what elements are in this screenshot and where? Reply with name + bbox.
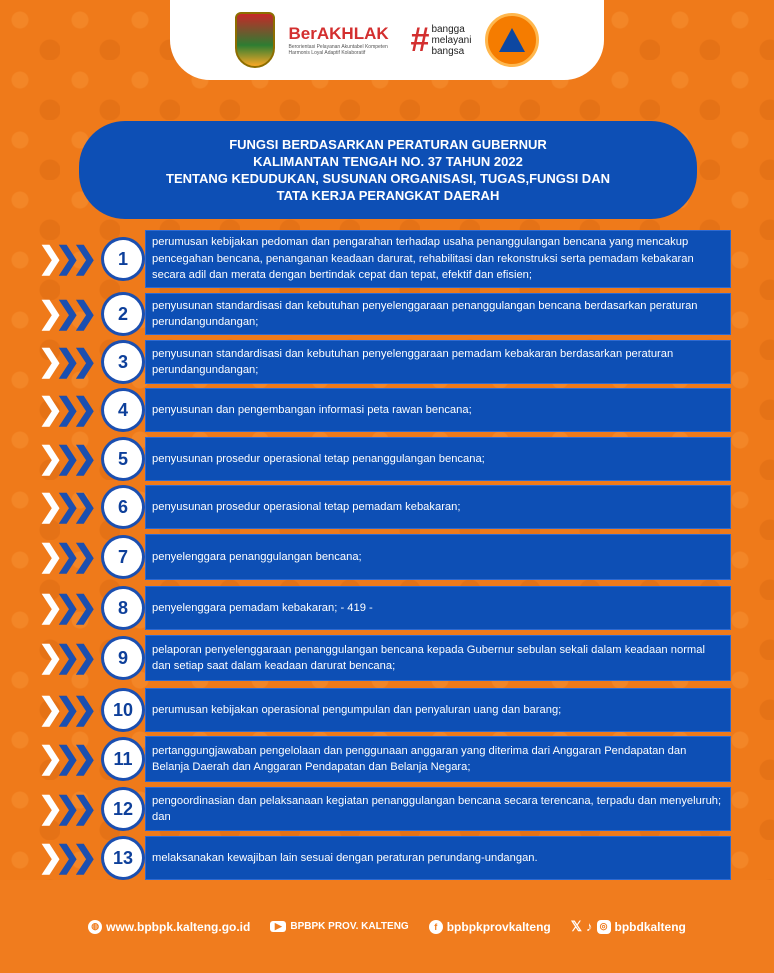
berakhlak-tagline: Berorientasi Pelayanan Akuntabel Kompeten Harmonis Loyal Adaptif Kolaboratif — [288, 44, 388, 56]
item-number: 12 — [104, 790, 142, 828]
list-item — [0, 230, 774, 288]
item-text: pelaporan penyelenggaraan penanggulangan bencana kepada Gubernur sebulan sekali dalam keadaan normal dan setiap saat dalam keadaan darurat bencana; — [152, 643, 705, 672]
list-item — [0, 688, 774, 732]
item-text-box — [145, 437, 731, 481]
list-item — [0, 635, 774, 681]
item-number: 1 — [104, 240, 142, 278]
bangga-line1: bangga — [431, 23, 465, 35]
item-number: 11 — [104, 740, 142, 778]
footer-facebook[interactable] — [429, 920, 551, 934]
list-item — [0, 586, 774, 630]
tiktok-icon: ♪ — [586, 919, 593, 934]
item-number: 5 — [104, 440, 142, 478]
chevron-right-icon: ❯❯❯ — [38, 792, 90, 825]
item-text-box — [145, 736, 731, 782]
bangga-line2: melayani — [431, 34, 472, 46]
list-item — [0, 836, 774, 880]
item-text-box — [145, 340, 731, 384]
facebook-text: bpbpkprovkalteng — [446, 919, 551, 934]
title-line-1: FUNGSI BERDASARKAN PERATURAN GUBERNUR — [229, 137, 547, 152]
footer-social[interactable] — [571, 918, 686, 935]
item-text: penyusunan dan pengembangan informasi peta rawan bencana; — [152, 403, 472, 416]
chevron-right-icon: ❯❯❯ — [38, 242, 90, 275]
item-text: pertanggungjawaban pengelolaan dan penggunaan anggaran yang diterima dari Anggaran Pendapatan dan Belanja Daerah dan Anggaran Pendapatan dan Belanja Negara; — [152, 744, 687, 773]
item-text: penyelenggara pemadam kebakaran; - 419 - — [152, 601, 373, 614]
berakhlak-logo — [289, 24, 397, 56]
item-number: 13 — [104, 839, 142, 877]
footer — [0, 880, 774, 973]
social-text: bpbdkalteng — [614, 919, 686, 934]
chevron-right-icon: ❯❯❯ — [38, 742, 90, 775]
footer-website[interactable] — [88, 920, 250, 934]
globe-icon: ◍ — [88, 920, 102, 934]
chevron-right-icon: ❯❯❯ — [38, 442, 90, 475]
item-text-box — [145, 485, 731, 529]
item-text: perumusan kebijakan pedoman dan pengarahan terhadap usaha penanggulangan bencana yang mencakup pencegahan bencana, penanganan keadaan darurat, rehabilitasi dan rekonstruksi serta pemadam kebakaran secara adil dan merata dengan bertindak cepat dan tepat, efektif dan efisien; — [152, 236, 694, 282]
bnpb-logo — [485, 13, 539, 67]
item-text-box — [145, 836, 731, 880]
item-text: penyusunan standardisasi dan kebutuhan penyelenggaraan penanggulangan bencana berdasarkan peraturan perundangundangan; — [152, 299, 698, 328]
title-line-2: KALIMANTAN TENGAH NO. 37 TAHUN 2022 — [253, 154, 523, 169]
chevron-right-icon: ❯❯❯ — [38, 841, 90, 874]
item-number: 7 — [104, 538, 142, 576]
item-text-box — [145, 586, 731, 630]
chevron-right-icon: ❯❯❯ — [38, 297, 90, 330]
item-text-box — [145, 230, 731, 288]
berakhlak-word: BerAKHLAK — [288, 24, 389, 43]
title-line-3: TENTANG KEDUDUKAN, SUSUNAN ORGANISASI, TUGAS,FUNGSI DAN — [166, 171, 610, 186]
item-text-box — [145, 293, 731, 335]
item-text-box — [145, 635, 731, 681]
chevron-right-icon: ❯❯❯ — [38, 641, 90, 674]
facebook-icon: f — [429, 920, 443, 934]
item-text-box — [145, 534, 731, 580]
x-icon: 𝕏 — [570, 918, 583, 934]
chevron-right-icon: ❯❯❯ — [38, 693, 90, 726]
chevron-right-icon: ❯❯❯ — [38, 393, 90, 426]
chevron-right-icon: ❯❯❯ — [38, 490, 90, 523]
item-number: 4 — [104, 391, 142, 429]
list-item — [0, 293, 774, 335]
footer-youtube[interactable] — [270, 921, 408, 932]
item-number: 8 — [104, 589, 142, 627]
list-item — [0, 388, 774, 432]
list-item — [0, 736, 774, 782]
website-text: www.bpbpk.kalteng.go.id — [106, 919, 251, 934]
item-text: penyusunan prosedur operasional tetap pemadam kebakaran; — [152, 500, 461, 513]
item-text-box — [145, 787, 731, 831]
item-number: 2 — [104, 295, 142, 333]
item-text: penyusunan prosedur operasional tetap penanggulangan bencana; — [152, 452, 485, 465]
item-text: penyusunan standardisasi dan kebutuhan penyelenggaraan pemadam kebakaran berdasarkan peraturan perundangundangan; — [152, 347, 674, 376]
item-text-box — [145, 388, 731, 432]
item-number: 3 — [104, 343, 142, 381]
bangga-melayani-logo — [410, 21, 472, 59]
kalteng-province-logo — [235, 12, 275, 68]
bangga-hash: # — [410, 21, 430, 59]
item-text: pengoordinasian dan pelaksanaan kegiatan penanggulangan bencana secara terencana, terpadu dan menyeluruh; dan — [152, 794, 722, 823]
bangga-line3: bangsa — [431, 45, 465, 57]
list-item — [0, 437, 774, 481]
list-item — [0, 787, 774, 831]
youtube-icon: ▶ — [270, 921, 286, 932]
item-text: melaksanakan kewajiban lain sesuai dengan peraturan perundang-undangan. — [152, 851, 538, 864]
chevron-right-icon: ❯❯❯ — [38, 345, 90, 378]
item-text: penyelenggara penanggulangan bencana; — [152, 550, 362, 563]
list-item — [0, 534, 774, 580]
item-text-box — [145, 688, 731, 732]
title-line-4: TATA KERJA PERANGKAT DAERAH — [276, 188, 500, 203]
item-number: 9 — [104, 639, 142, 677]
item-text: perumusan kebijakan operasional pengumpulan dan penyaluran uang dan barang; — [152, 703, 562, 716]
list-item — [0, 340, 774, 384]
chevron-right-icon: ❯❯❯ — [38, 591, 90, 624]
youtube-text: BPBPK PROV. KALTENG — [290, 921, 409, 932]
instagram-icon: ◎ — [597, 920, 611, 934]
item-number: 6 — [104, 488, 142, 526]
chevron-right-icon: ❯❯❯ — [38, 540, 90, 573]
item-number: 10 — [104, 691, 142, 729]
page-title — [79, 121, 697, 219]
header-logos — [170, 0, 604, 80]
list-item — [0, 485, 774, 529]
